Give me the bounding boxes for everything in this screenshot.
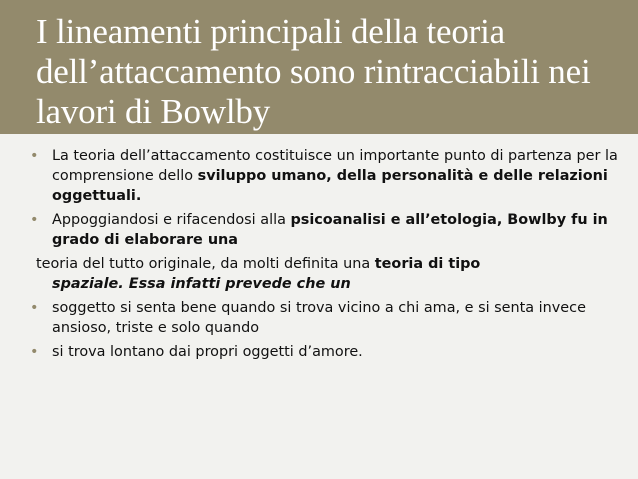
bullet-icon: • xyxy=(30,148,39,164)
paragraph-text: teoria del tutto originale, da molti definita una xyxy=(36,256,375,272)
bullet-paragraph-4 xyxy=(30,342,620,362)
bullet-icon: • xyxy=(30,212,39,228)
bullet-icon: • xyxy=(30,344,39,360)
paragraph-bold-italic-text: spaziale. Essa infatti prevede che un xyxy=(52,276,351,292)
paragraph-bold-text: sviluppo umano, della personalità e delle relazioni oggettuali. xyxy=(52,168,608,204)
bullet-paragraph-3 xyxy=(30,298,620,338)
paragraph-bold-text: psicoanalisi e all’etologia, Bowlby fu in grado di elaborare una xyxy=(52,212,608,248)
slide-title: I lineamenti principali della teoria dell’attaccamento sono rintracciabili nei lavori di Bowlby xyxy=(36,12,591,131)
bullet-paragraph-2 xyxy=(30,210,620,250)
paragraph-text: si trova lontano dai propri oggetti d’amore. xyxy=(52,344,363,360)
continuation-paragraph xyxy=(36,254,620,294)
title-band xyxy=(0,0,638,134)
bullet-paragraph-1 xyxy=(30,146,620,206)
paragraph-bold-text: teoria di tipo xyxy=(374,256,481,272)
bullet-icon: • xyxy=(30,300,39,316)
paragraph-text: Appoggiandosi e rifacendosi alla xyxy=(52,212,291,228)
paragraph-text: La teoria dell’attaccamento costituisce un importante punto di partenza per la comprensione dello xyxy=(52,148,618,184)
paragraph-text: soggetto si senta bene quando si trova vicino a chi ama, e si senta invece ansioso, triste e solo quando xyxy=(52,300,586,336)
slide-body xyxy=(30,146,620,366)
